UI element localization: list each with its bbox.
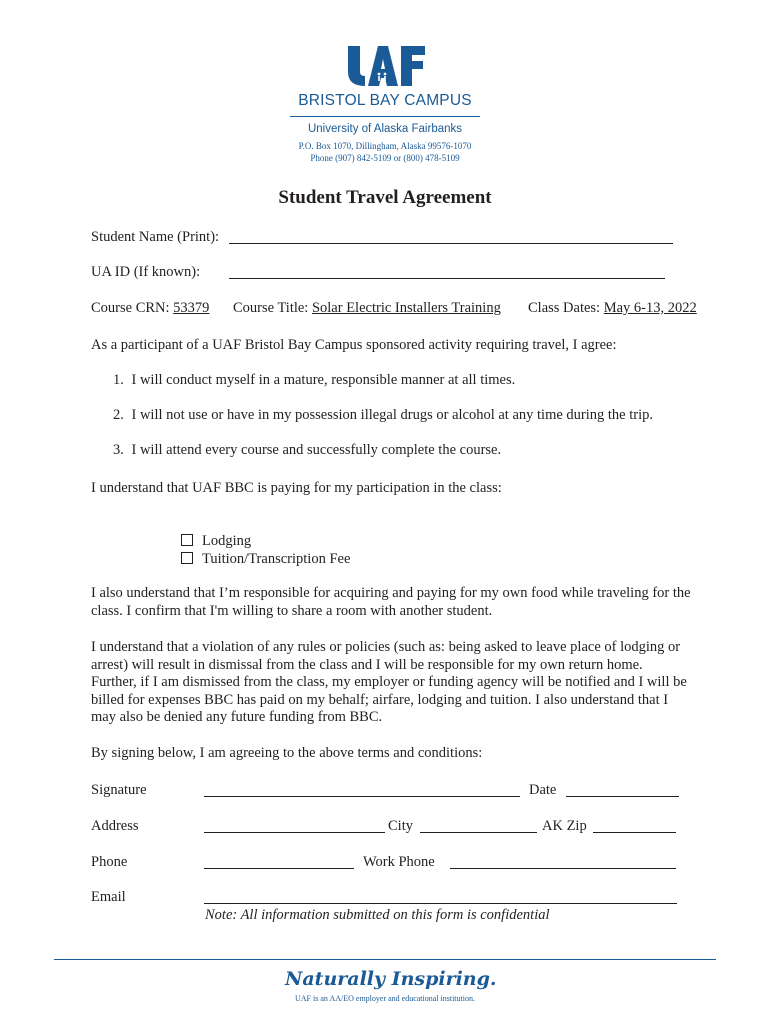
violation-paragraph: I understand that a violation of any rules or policies (such as: being asked to leave place of lodging or arrest) will result in dismissal from the class and I will be responsible for my own return home. Further, if I am dismissed from the class, my employer or funding agency will be notified and I will be billed for expenses BBC has paid on my behalf; airfare, lodging and tuition. I also understand that I may also be denied any future funding from BBC. bbox=[91, 639, 687, 725]
agreement-number: 2. bbox=[113, 407, 124, 423]
page-title: Student Travel Agreement bbox=[278, 187, 492, 208]
checkbox-tuition[interactable] bbox=[181, 551, 350, 568]
course-title-label: Course Title: bbox=[233, 300, 309, 316]
checkbox-lodging[interactable] bbox=[181, 533, 251, 550]
work-phone-label: Work Phone bbox=[363, 854, 435, 870]
agreement-number: 1. bbox=[113, 372, 124, 388]
ua-id-field[interactable] bbox=[229, 278, 665, 279]
intro-text: As a participant of a UAF Bristol Bay Campus sponsored activity requiring travel, I agree: bbox=[91, 337, 617, 353]
footer-divider bbox=[54, 959, 716, 960]
agreement-text: I will not use or have in my possession illegal drugs or alcohol at any time during the trip. bbox=[131, 407, 654, 423]
ua-id-label: UA ID (If known): bbox=[91, 264, 201, 280]
signature-label: Signature bbox=[91, 782, 147, 798]
checkbox-label: Tuition/Transcription Fee bbox=[202, 551, 351, 567]
footer-eeo: UAF is an AA/EO employer and educational institution. bbox=[295, 994, 475, 1003]
address-label: Address bbox=[91, 818, 139, 834]
signing-text: By signing below, I am agreeing to the above terms and conditions: bbox=[91, 745, 483, 761]
campus-name: BRISTOL BAY CAMPUS bbox=[298, 92, 472, 109]
zip-field[interactable] bbox=[593, 832, 676, 833]
campus-address: P.O. Box 1070, Dillingham, Alaska 99576-1070 bbox=[298, 141, 472, 151]
address-field[interactable] bbox=[204, 832, 385, 833]
agreement-item-2 bbox=[113, 407, 653, 424]
date-label: Date bbox=[529, 782, 557, 798]
agreement-text: I will attend every course and successfully complete the course. bbox=[131, 442, 502, 458]
course-crn-label: Course CRN: bbox=[91, 300, 170, 316]
city-field[interactable] bbox=[420, 832, 537, 833]
header-divider bbox=[290, 116, 480, 117]
phone-label: Phone bbox=[91, 854, 128, 870]
student-name-label: Student Name (Print): bbox=[91, 229, 220, 245]
checkbox-icon[interactable] bbox=[181, 552, 193, 564]
checkbox-label: Lodging bbox=[202, 533, 252, 549]
agreement-number: 3. bbox=[113, 442, 124, 458]
class-dates-label: Class Dates: bbox=[528, 300, 601, 316]
phone-field[interactable] bbox=[204, 868, 354, 869]
zip-label: AK Zip bbox=[542, 818, 587, 834]
student-name-field[interactable] bbox=[229, 243, 673, 244]
checkbox-icon[interactable] bbox=[181, 534, 193, 546]
uaf-logo-mark bbox=[340, 44, 430, 86]
agreement-item-1 bbox=[113, 372, 515, 389]
work-phone-field[interactable] bbox=[450, 868, 676, 869]
course-info-row bbox=[91, 300, 209, 317]
city-label: City bbox=[388, 818, 413, 834]
class-dates-row bbox=[528, 300, 697, 317]
class-dates-value: May 6-13, 2022 bbox=[603, 300, 697, 316]
uaf-logo bbox=[340, 44, 430, 86]
paying-text: I understand that UAF BBC is paying for my participation in the class: bbox=[91, 480, 502, 496]
course-title-row bbox=[233, 300, 501, 317]
email-field[interactable] bbox=[204, 903, 677, 904]
email-label: Email bbox=[91, 889, 126, 905]
course-crn-value: 53379 bbox=[173, 300, 210, 316]
university-name: University of Alaska Fairbanks bbox=[307, 123, 463, 135]
agreement-item-3 bbox=[113, 442, 501, 459]
footer-tagline: Naturally Inspiring. bbox=[285, 968, 497, 990]
agreement-text: I will conduct myself in a mature, responsible manner at all times. bbox=[131, 372, 516, 388]
signature-field[interactable] bbox=[204, 796, 520, 797]
confidential-note: Note: All information submitted on this form is confidential bbox=[205, 907, 550, 923]
course-title-value: Solar Electric Installers Training bbox=[311, 300, 501, 316]
campus-phone: Phone (907) 842-5109 or (800) 478-5109 bbox=[310, 153, 460, 163]
date-field[interactable] bbox=[566, 796, 679, 797]
food-paragraph: I also understand that I’m responsible for acquiring and paying for my own food while traveling for the class. I confirm that I'm willing to share a room with another student. bbox=[91, 585, 691, 619]
